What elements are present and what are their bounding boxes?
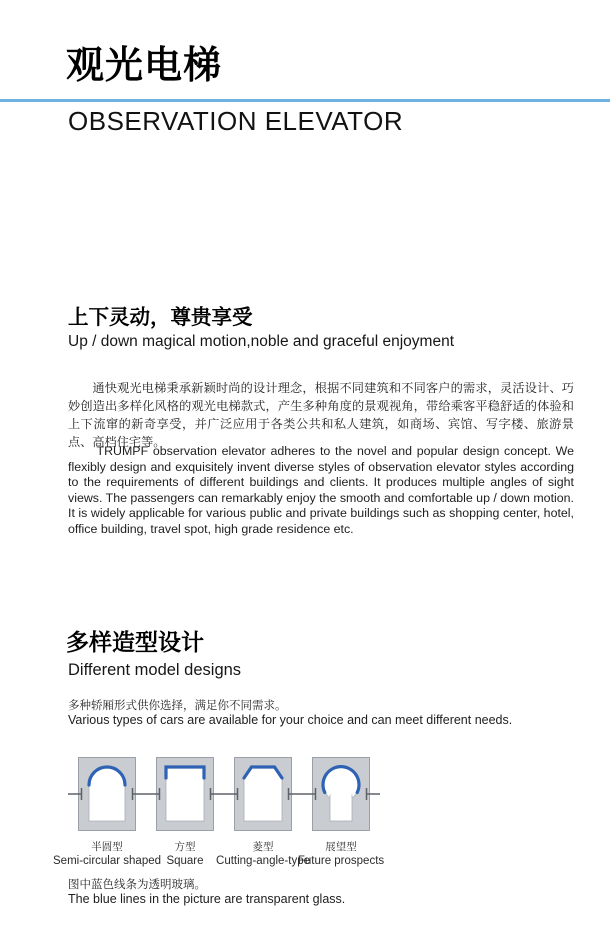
model-label-zh: 菱型 — [252, 841, 274, 853]
square-diagram — [146, 757, 224, 831]
glass-note-en: The blue lines in the picture are transparent glass. — [68, 892, 346, 906]
model-diagrams-row — [53, 757, 385, 867]
models-caption-en: Various types of cars are available for your choice and can meet different needs. — [68, 713, 513, 727]
model-label-zh: 展望型 — [325, 841, 357, 853]
model-label-en: Cutting-angle-type — [216, 855, 310, 867]
semi-circular-diagram — [68, 757, 146, 831]
models-caption-zh: 多种轿厢形式供你选择，满足你不同需求。 — [68, 700, 287, 712]
page-title-zh: 观光电梯 — [66, 45, 223, 87]
model-cutting-angle — [216, 757, 310, 867]
model-label-zh: 半圆型 — [91, 841, 123, 853]
motion-heading-en: Up / down magical motion,noble and graceful enjoyment — [68, 333, 455, 350]
models-heading-en: Different model designs — [68, 661, 242, 679]
page-title-en: OBSERVATION ELEVATOR — [68, 106, 404, 136]
motion-paragraph-zh: 通快观光电梯秉承新颖时尚的设计理念，根据不同建筑和不同客户的需求，灵活设计、巧妙创造出多样化风格的观光电梯款式，产生多种角度的景观视角，带给乘客平稳舒适的体验和上下流窜的新奇享受，并广泛应用于各类公共和私人建筑，如商场、宾馆、写字楼、旅游景点、高档住宅等。 — [68, 381, 574, 449]
model-label-en: Semi-circular shaped — [53, 855, 162, 867]
future-prospects-diagram — [302, 757, 380, 831]
models-heading-zh: 多样造型设计 — [66, 629, 204, 655]
model-square — [146, 757, 224, 867]
model-future-prospects — [297, 757, 385, 867]
model-semi-circular — [53, 757, 162, 867]
motion-heading-zh: 上下灵动，尊贵享受 — [68, 306, 253, 329]
cutting-angle-diagram — [224, 757, 302, 831]
model-label-zh: 方型 — [174, 841, 196, 853]
motion-paragraph-en: TRUMPF observation elevator adheres to the novel and popular design concept. We flexibly design and exquisitely invent diverse styles of observation elevator styles according to the requirements of different buildings and clients. It produces multiple angles of sight views. The passengers can remarkably enjoy the smooth and comfortable up / down motion. It is widely applicable for various public and private buildings such as shopping center, hotel, office building, travel spot, high grade residence etc. — [68, 444, 574, 536]
model-label-en: Square — [166, 855, 204, 867]
glass-note-zh: 图中蓝色线条为透明玻璃。 — [68, 879, 206, 891]
header-divider-rule — [0, 99, 610, 102]
model-label-en: Future prospects — [297, 855, 385, 867]
